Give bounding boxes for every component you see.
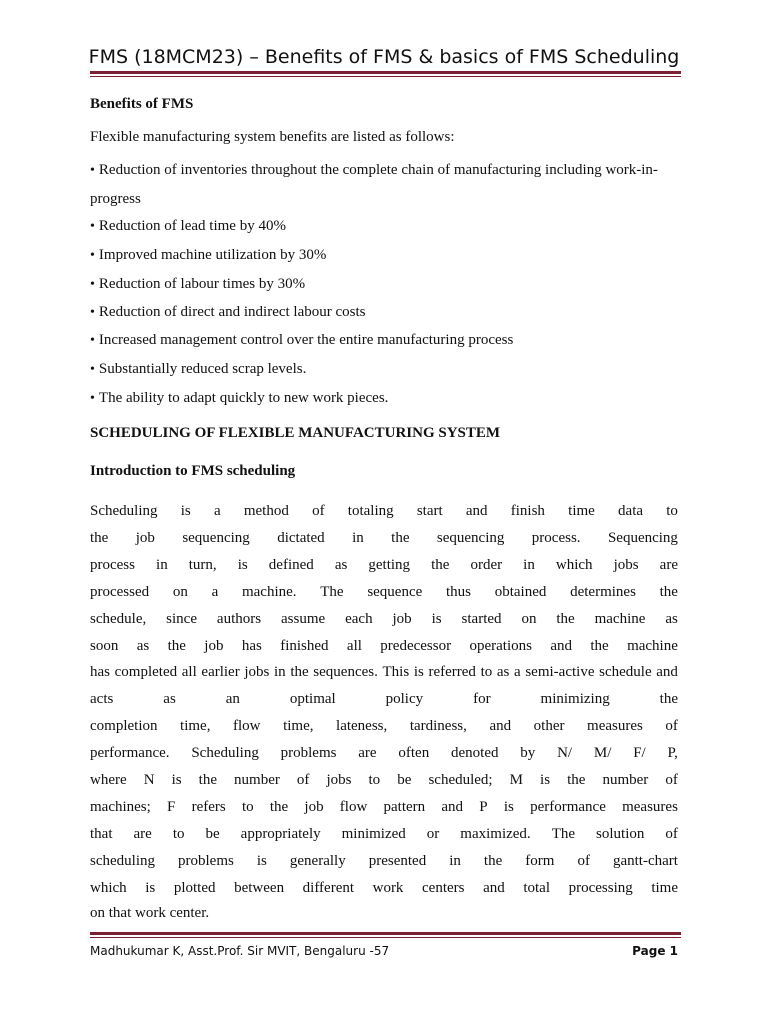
bullet-icon: •	[90, 219, 95, 234]
bullet-icon: •	[90, 305, 95, 320]
scheduling-heading: SCHEDULING OF FLEXIBLE MANUFACTURING SYSTEM	[90, 425, 501, 441]
benefit-item-text: Reduction of labour times by 30%	[98, 276, 306, 292]
benefit-item	[90, 212, 678, 241]
benefit-item	[90, 326, 678, 355]
benefit-item	[90, 384, 678, 413]
benefit-item-text: Increased management control over the entire manufacturing process	[98, 332, 514, 348]
footer-author: Madhukumar K, Asst.Prof. Sir MVIT, Bengaluru -57	[90, 944, 390, 958]
paragraph-line: process in turn, is defined as getting the order in which jobs are	[90, 556, 678, 573]
bullet-icon: •	[90, 391, 95, 406]
benefit-item	[90, 355, 678, 384]
benefits-heading: Benefits of FMS	[90, 96, 194, 112]
paragraph-line: scheduling problems is generally presented in the form of gantt-chart	[90, 852, 678, 869]
paragraph-line: soon as the job has finished all predecessor operations and the machine	[90, 637, 678, 654]
benefit-item-text: Substantially reduced scrap levels.	[98, 361, 307, 377]
benefit-item-text: Reduction of inventories throughout the complete chain of manufacturing including work-in-progress	[90, 162, 658, 207]
header-rule	[90, 71, 681, 74]
bullet-icon: •	[90, 248, 95, 263]
paragraph-line: machines; F refers to the job flow pattern and P is performance measures	[90, 798, 678, 815]
paragraph-line: processed on a machine. The sequence thus obtained determines the	[90, 583, 678, 600]
benefit-item	[90, 298, 678, 327]
header-rule-thin	[90, 76, 681, 77]
paragraph-line: the job sequencing dictated in the sequencing process. Sequencing	[90, 529, 678, 546]
scheduling-subheading: Introduction to FMS scheduling	[90, 463, 296, 479]
bullet-icon: •	[90, 333, 95, 348]
paragraph-last-line: on that work center.	[90, 905, 210, 921]
bullet-icon: •	[90, 277, 95, 292]
paragraph-line: has completed all earlier jobs in the sequences. This is referred to as a semi-active schedule and	[90, 664, 678, 681]
benefit-item-text: Reduction of direct and indirect labour costs	[98, 304, 366, 320]
paragraph-line: completion time, flow time, lateness, tardiness, and other measures of	[90, 718, 678, 735]
footer-page-number: Page 1	[632, 944, 678, 958]
paragraph-line: schedule, since authors assume each job is started on the machine as	[90, 610, 678, 627]
paragraph-line: acts as an optimal policy for minimizing the	[90, 691, 678, 708]
paragraph-line: performance. Scheduling problems are often denoted by N/ M/ F/ P,	[90, 745, 678, 762]
benefit-item	[90, 241, 678, 270]
benefit-item-text: Improved machine utilization by 30%	[98, 247, 327, 263]
paragraph-line: Scheduling is a method of totaling start and finish time data to	[90, 503, 678, 519]
footer-rule-thin	[90, 937, 681, 938]
page-header-title: FMS (18MCM23) – Benefits of FMS & basics of FMS Scheduling	[88, 46, 680, 68]
paragraph-line: where N is the number of jobs to be scheduled; M is the number of	[90, 772, 678, 788]
benefit-item-text: The ability to adapt quickly to new work pieces.	[98, 390, 389, 406]
paragraph-line: that are to be appropriately minimized or maximized. The solution of	[90, 825, 678, 842]
bullet-icon: •	[90, 163, 95, 178]
paragraph-line: which is plotted between different work centers and total processing time	[90, 879, 678, 896]
benefits-intro: Flexible manufacturing system benefits are listed as follows:	[90, 129, 455, 145]
bullet-icon: •	[90, 362, 95, 377]
benefit-item-text: Reduction of lead time by 40%	[98, 218, 286, 234]
benefit-item	[90, 270, 678, 299]
benefit-item	[90, 156, 678, 213]
footer-rule	[90, 932, 681, 935]
